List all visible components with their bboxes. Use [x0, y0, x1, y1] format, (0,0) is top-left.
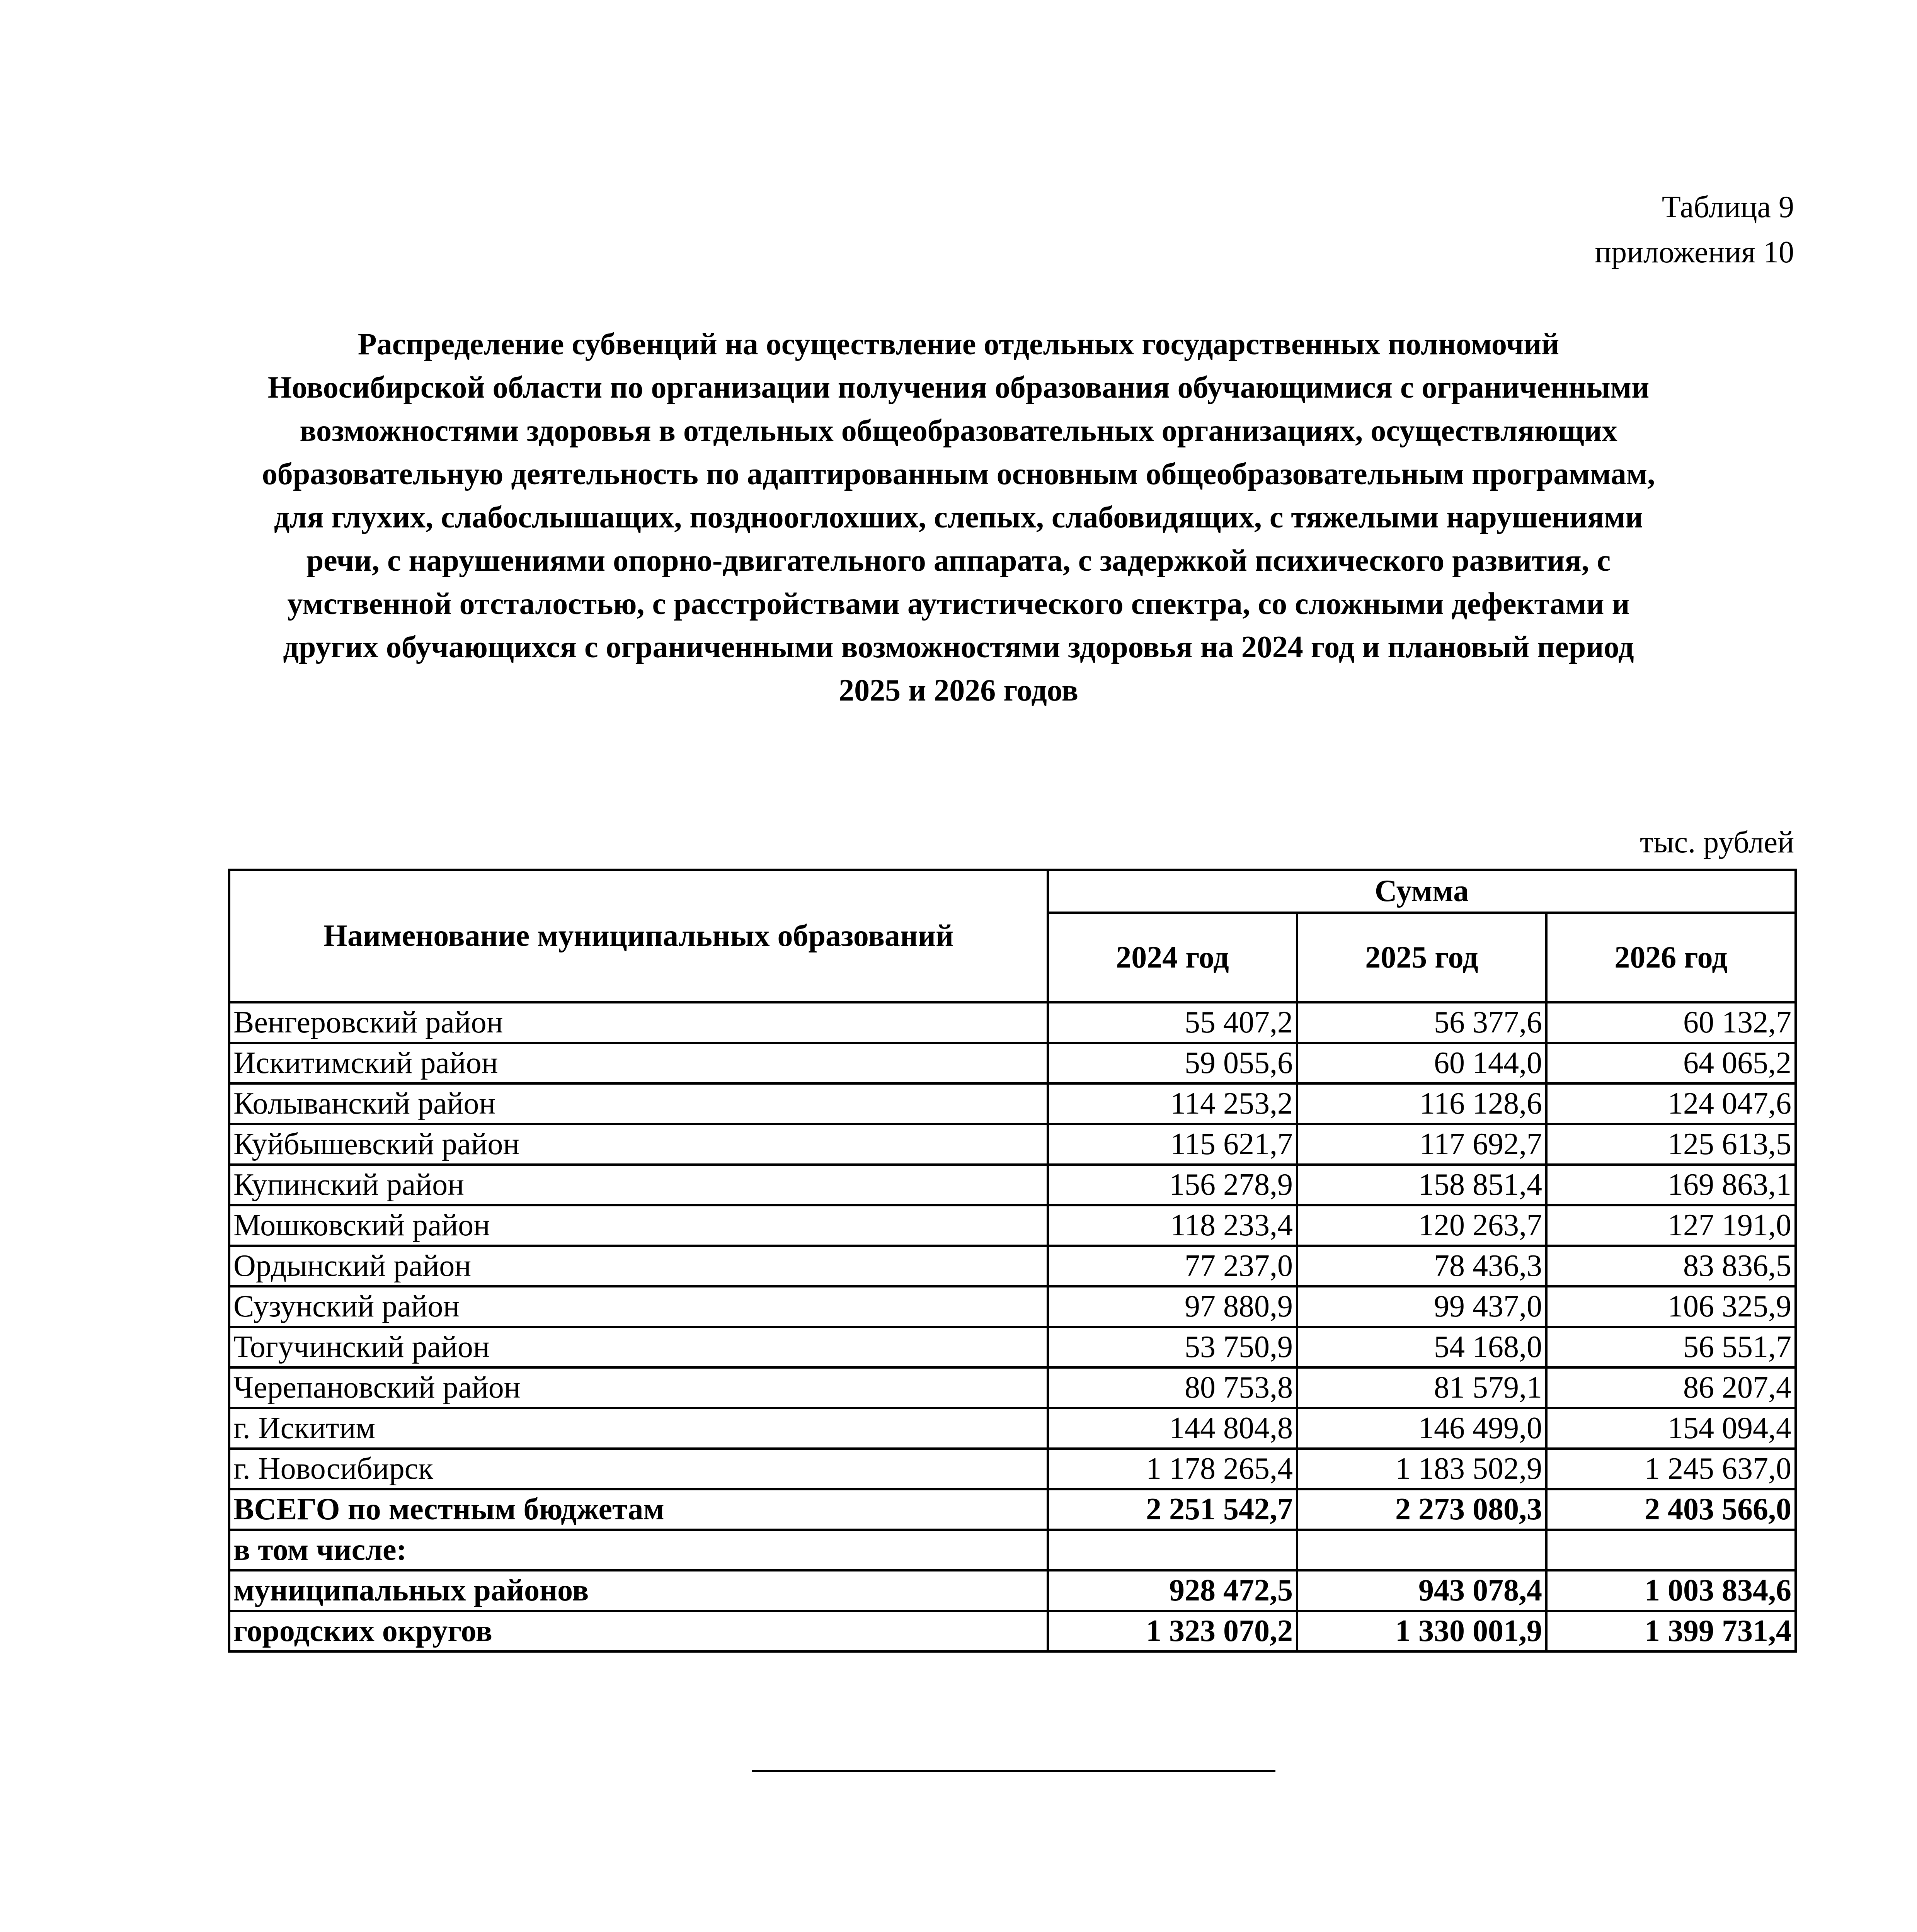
table-row	[229, 1449, 1796, 1489]
municipal-districts-row	[229, 1570, 1796, 1611]
header-row	[229, 870, 1796, 913]
value-2024: 156 278,9	[1048, 1165, 1297, 1205]
municipality-name: Мошковский район	[229, 1205, 1048, 1246]
value-2026: 1 245 637,0	[1546, 1449, 1796, 1489]
year-2026-header: 2026 год	[1546, 913, 1796, 1002]
municipality-column-header: Наименование муниципальных образований	[229, 870, 1048, 1002]
value-2025: 60 144,0	[1297, 1043, 1546, 1083]
including-row	[229, 1530, 1796, 1570]
value-2024: 118 233,4	[1048, 1205, 1297, 1246]
total-2024: 2 251 542,7	[1048, 1489, 1297, 1530]
total-row	[229, 1489, 1796, 1530]
value-2025: 158 851,4	[1297, 1165, 1546, 1205]
municipality-name: Куйбышевский район	[229, 1124, 1048, 1165]
year-2025-header: 2025 год	[1297, 913, 1546, 1002]
value-2024: 115 621,7	[1048, 1124, 1297, 1165]
value-2025: 99 437,0	[1297, 1286, 1546, 1327]
title-line: возможностями здоровья в отдельных общеобразовательных организациях, осуществляющих	[300, 414, 1617, 448]
table-row	[229, 1002, 1796, 1043]
city-districts-2024: 1 323 070,2	[1048, 1611, 1297, 1651]
table-row	[229, 1367, 1796, 1408]
city-districts-2026: 1 399 731,4	[1546, 1611, 1796, 1651]
municipal-districts-2025: 943 078,4	[1297, 1570, 1546, 1611]
appendix-label: приложения 10	[1595, 235, 1794, 269]
title-line: других обучающихся с ограниченными возможностями здоровья на 2024 год и плановый период	[283, 630, 1634, 664]
title-line: 2025 и 2026 годов	[839, 673, 1078, 707]
value-2026: 83 836,5	[1546, 1246, 1796, 1286]
city-districts-2025: 1 330 001,9	[1297, 1611, 1546, 1651]
value-2025: 56 377,6	[1297, 1002, 1546, 1043]
value-2026: 106 325,9	[1546, 1286, 1796, 1327]
value-2024: 144 804,8	[1048, 1408, 1297, 1449]
title-line: для глухих, слабослышащих, позднооглохших, слепых, слабовидящих, с тяжелыми нарушениями	[274, 500, 1643, 534]
municipality-name: Тогучинский район	[229, 1327, 1048, 1367]
municipal-districts-label: муниципальных районов	[229, 1570, 1048, 1611]
value-2026: 60 132,7	[1546, 1002, 1796, 1043]
value-2025: 117 692,7	[1297, 1124, 1546, 1165]
table-row	[229, 1205, 1796, 1246]
table-row	[229, 1083, 1796, 1124]
subsidy-table	[228, 869, 1797, 1653]
total-2025: 2 273 080,3	[1297, 1489, 1546, 1530]
value-2025: 78 436,3	[1297, 1246, 1546, 1286]
value-2024: 53 750,9	[1048, 1327, 1297, 1367]
value-2024: 1 178 265,4	[1048, 1449, 1297, 1489]
value-2024: 55 407,2	[1048, 1002, 1297, 1043]
table-row	[229, 1408, 1796, 1449]
table-label: Таблица 9	[1662, 190, 1794, 224]
sum-column-header: Сумма	[1048, 870, 1796, 913]
city-districts-row	[229, 1611, 1796, 1651]
value-2025: 146 499,0	[1297, 1408, 1546, 1449]
municipality-name: Искитимский район	[229, 1043, 1048, 1083]
value-2026: 154 094,4	[1546, 1408, 1796, 1449]
including-label: в том числе:	[229, 1530, 1048, 1570]
value-2025: 116 128,6	[1297, 1083, 1546, 1124]
value-2024: 114 253,2	[1048, 1083, 1297, 1124]
year-2024-header: 2024 год	[1048, 913, 1297, 1002]
table-row	[229, 1043, 1796, 1083]
table-row	[229, 1286, 1796, 1327]
value-2025: 120 263,7	[1297, 1205, 1546, 1246]
value-2025: 54 168,0	[1297, 1327, 1546, 1367]
municipality-name: Купинский район	[229, 1165, 1048, 1205]
table-row	[229, 1246, 1796, 1286]
municipality-name: г. Искитим	[229, 1408, 1048, 1449]
total-label: ВСЕГО по местным бюджетам	[229, 1489, 1048, 1530]
value-2026: 124 047,6	[1546, 1083, 1796, 1124]
municipal-districts-2024: 928 472,5	[1048, 1570, 1297, 1611]
units-label: тыс. рублей	[1639, 825, 1794, 859]
value-2026: 125 613,5	[1546, 1124, 1796, 1165]
closing-rule	[752, 1770, 1275, 1772]
title-line: Новосибирской области по организации получения образования обучающимися с ограниченными	[267, 371, 1650, 405]
title-line: Распределение субвенций на осуществление отдельных государственных полномочий	[358, 327, 1559, 361]
title-line: умственной отсталостью, с расстройствами аутистического спектра, со сложными дефектами и	[287, 587, 1630, 621]
value-2024: 80 753,8	[1048, 1367, 1297, 1408]
value-2026: 169 863,1	[1546, 1165, 1796, 1205]
municipality-name: Черепановский район	[229, 1367, 1048, 1408]
municipality-name: г. Новосибирск	[229, 1449, 1048, 1489]
empty-cell	[1048, 1530, 1297, 1570]
table-row	[229, 1327, 1796, 1367]
title-line: речи, с нарушениями опорно-двигательного аппарата, с задержкой психического развития, с	[306, 544, 1611, 578]
city-districts-label: городских округов	[229, 1611, 1048, 1651]
value-2025: 81 579,1	[1297, 1367, 1546, 1408]
value-2026: 64 065,2	[1546, 1043, 1796, 1083]
municipality-name: Ордынский район	[229, 1246, 1048, 1286]
document-title	[240, 323, 1677, 712]
municipality-name: Сузунский район	[229, 1286, 1048, 1327]
title-line: образовательную деятельность по адаптированным основным общеобразовательным программам,	[262, 457, 1655, 491]
value-2026: 127 191,0	[1546, 1205, 1796, 1246]
table-reference	[1595, 185, 1794, 275]
municipal-districts-2026: 1 003 834,6	[1546, 1570, 1796, 1611]
value-2024: 77 237,0	[1048, 1246, 1297, 1286]
value-2025: 1 183 502,9	[1297, 1449, 1546, 1489]
municipality-name: Колыванский район	[229, 1083, 1048, 1124]
total-2026: 2 403 566,0	[1546, 1489, 1796, 1530]
empty-cell	[1546, 1530, 1796, 1570]
value-2024: 97 880,9	[1048, 1286, 1297, 1327]
table-row	[229, 1165, 1796, 1205]
table-row	[229, 1124, 1796, 1165]
value-2024: 59 055,6	[1048, 1043, 1297, 1083]
municipality-name: Венгеровский район	[229, 1002, 1048, 1043]
value-2026: 56 551,7	[1546, 1327, 1796, 1367]
empty-cell	[1297, 1530, 1546, 1570]
value-2026: 86 207,4	[1546, 1367, 1796, 1408]
